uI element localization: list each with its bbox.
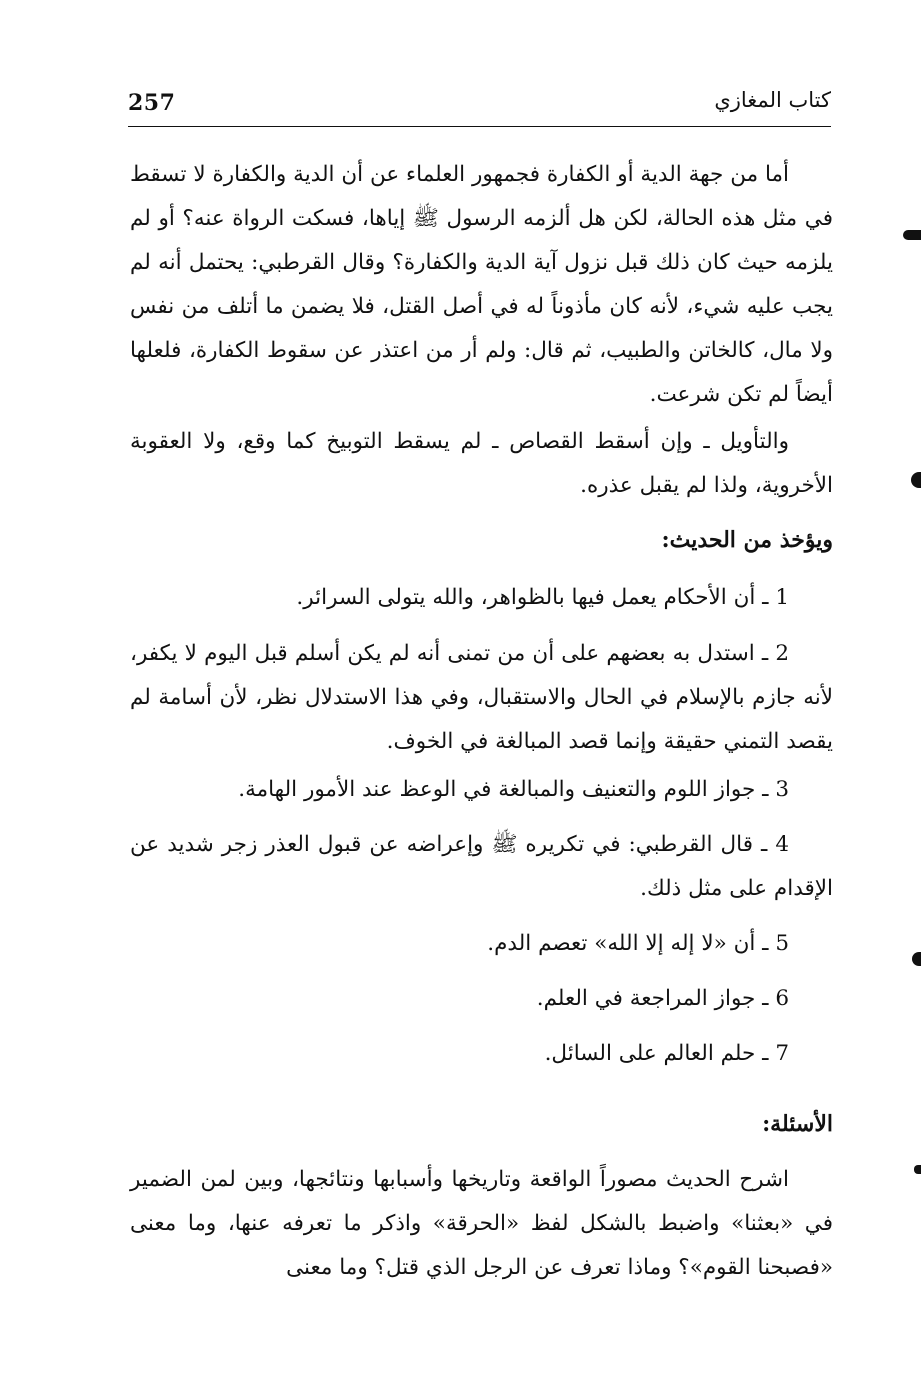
lesson-item-1: 1 ـ أن الأحكام يعمل فيها بالظواهر، والله يتولى السرائر. xyxy=(296,585,789,610)
lesson-item-7: 7 ـ حلم العالم على السائل. xyxy=(544,1041,789,1066)
page-number: 257 xyxy=(128,90,176,116)
questions-paragraph: اشرح الحديث مصوراً الواقعة وتاريخها وأسبابها ونتائجها، وبين لمن الضمير في «بعثنا» واضبط بالشكل لفظ «الحرقة» واذكر ما تعرفه عنها، وما معنى «فصبحنا القوم»؟ وماذا تعرف عن الرجل الذي قتل؟ وما معنى xyxy=(130,1167,833,1280)
lesson-item-2: 2 ـ استدل به بعضهم على أن من تمنى أنه لم يكن أسلم قبل اليوم لا يكفر، لأنه جازم بالإسلام في الحال والاستقبال، وفي هذا الاستدلال نظر، لأن أسامة لم يقصد التمني حقيقة وإنما قصد المبالغة في الخوف. xyxy=(130,641,833,754)
page-header xyxy=(128,86,831,127)
lesson-item-4: 4 ـ قال القرطبي: في تكريره ﷺ وإعراضه عن قبول العذر زجر شديد عن الإقدام على مثل ذلك. xyxy=(130,832,833,901)
lesson-item-6: 6 ـ جواز المراجعة في العلم. xyxy=(536,986,789,1011)
paragraph-diya: أما من جهة الدية أو الكفارة فجمهور العلماء عن أن الدية والكفارة لا تسقط في مثل هذه الحالة، لكن هل ألزمه الرسول ﷺ إياها، فسكت الرواة عنه؟ أو لم يلزمه حيث كان ذلك قبل نزول آية الدية والكفارة؟ وقال القرطبي: يحتمل أنه لم يجب عليه شيء، لأنه كان مأذوناً له في أصل القتل، فلا يضمن ما أتلف من نفس ولا مال، كالخاتن والطبيب، ثم قال: ولم أر من اعتذر عن سقوط الكفارة، فلعلها أيضاً لم تكن شرعت. xyxy=(130,162,833,407)
paragraph-taweel: والتأويل ـ وإن أسقط القصاص ـ لم يسقط التوبيخ كما وقع، ولا العقوبة الأخروية، ولذا لم يقبل عذره. xyxy=(130,429,833,498)
running-title: كتاب المغازي xyxy=(714,88,831,112)
scan-edge-mark xyxy=(912,952,921,966)
lessons-heading: ويؤخذ من الحديث: xyxy=(661,527,833,553)
lesson-item-3: 3 ـ جواز اللوم والتعنيف والمبالغة في الوعظ عند الأمور الهامة. xyxy=(238,777,789,802)
lesson-item-5: 5 ـ أن «لا إله إلا الله» تعصم الدم. xyxy=(487,931,789,956)
scan-edge-mark xyxy=(911,472,921,488)
questions-heading: الأسئلة: xyxy=(762,1111,833,1137)
scan-edge-mark xyxy=(903,230,921,240)
scan-edge-mark xyxy=(914,1165,921,1174)
